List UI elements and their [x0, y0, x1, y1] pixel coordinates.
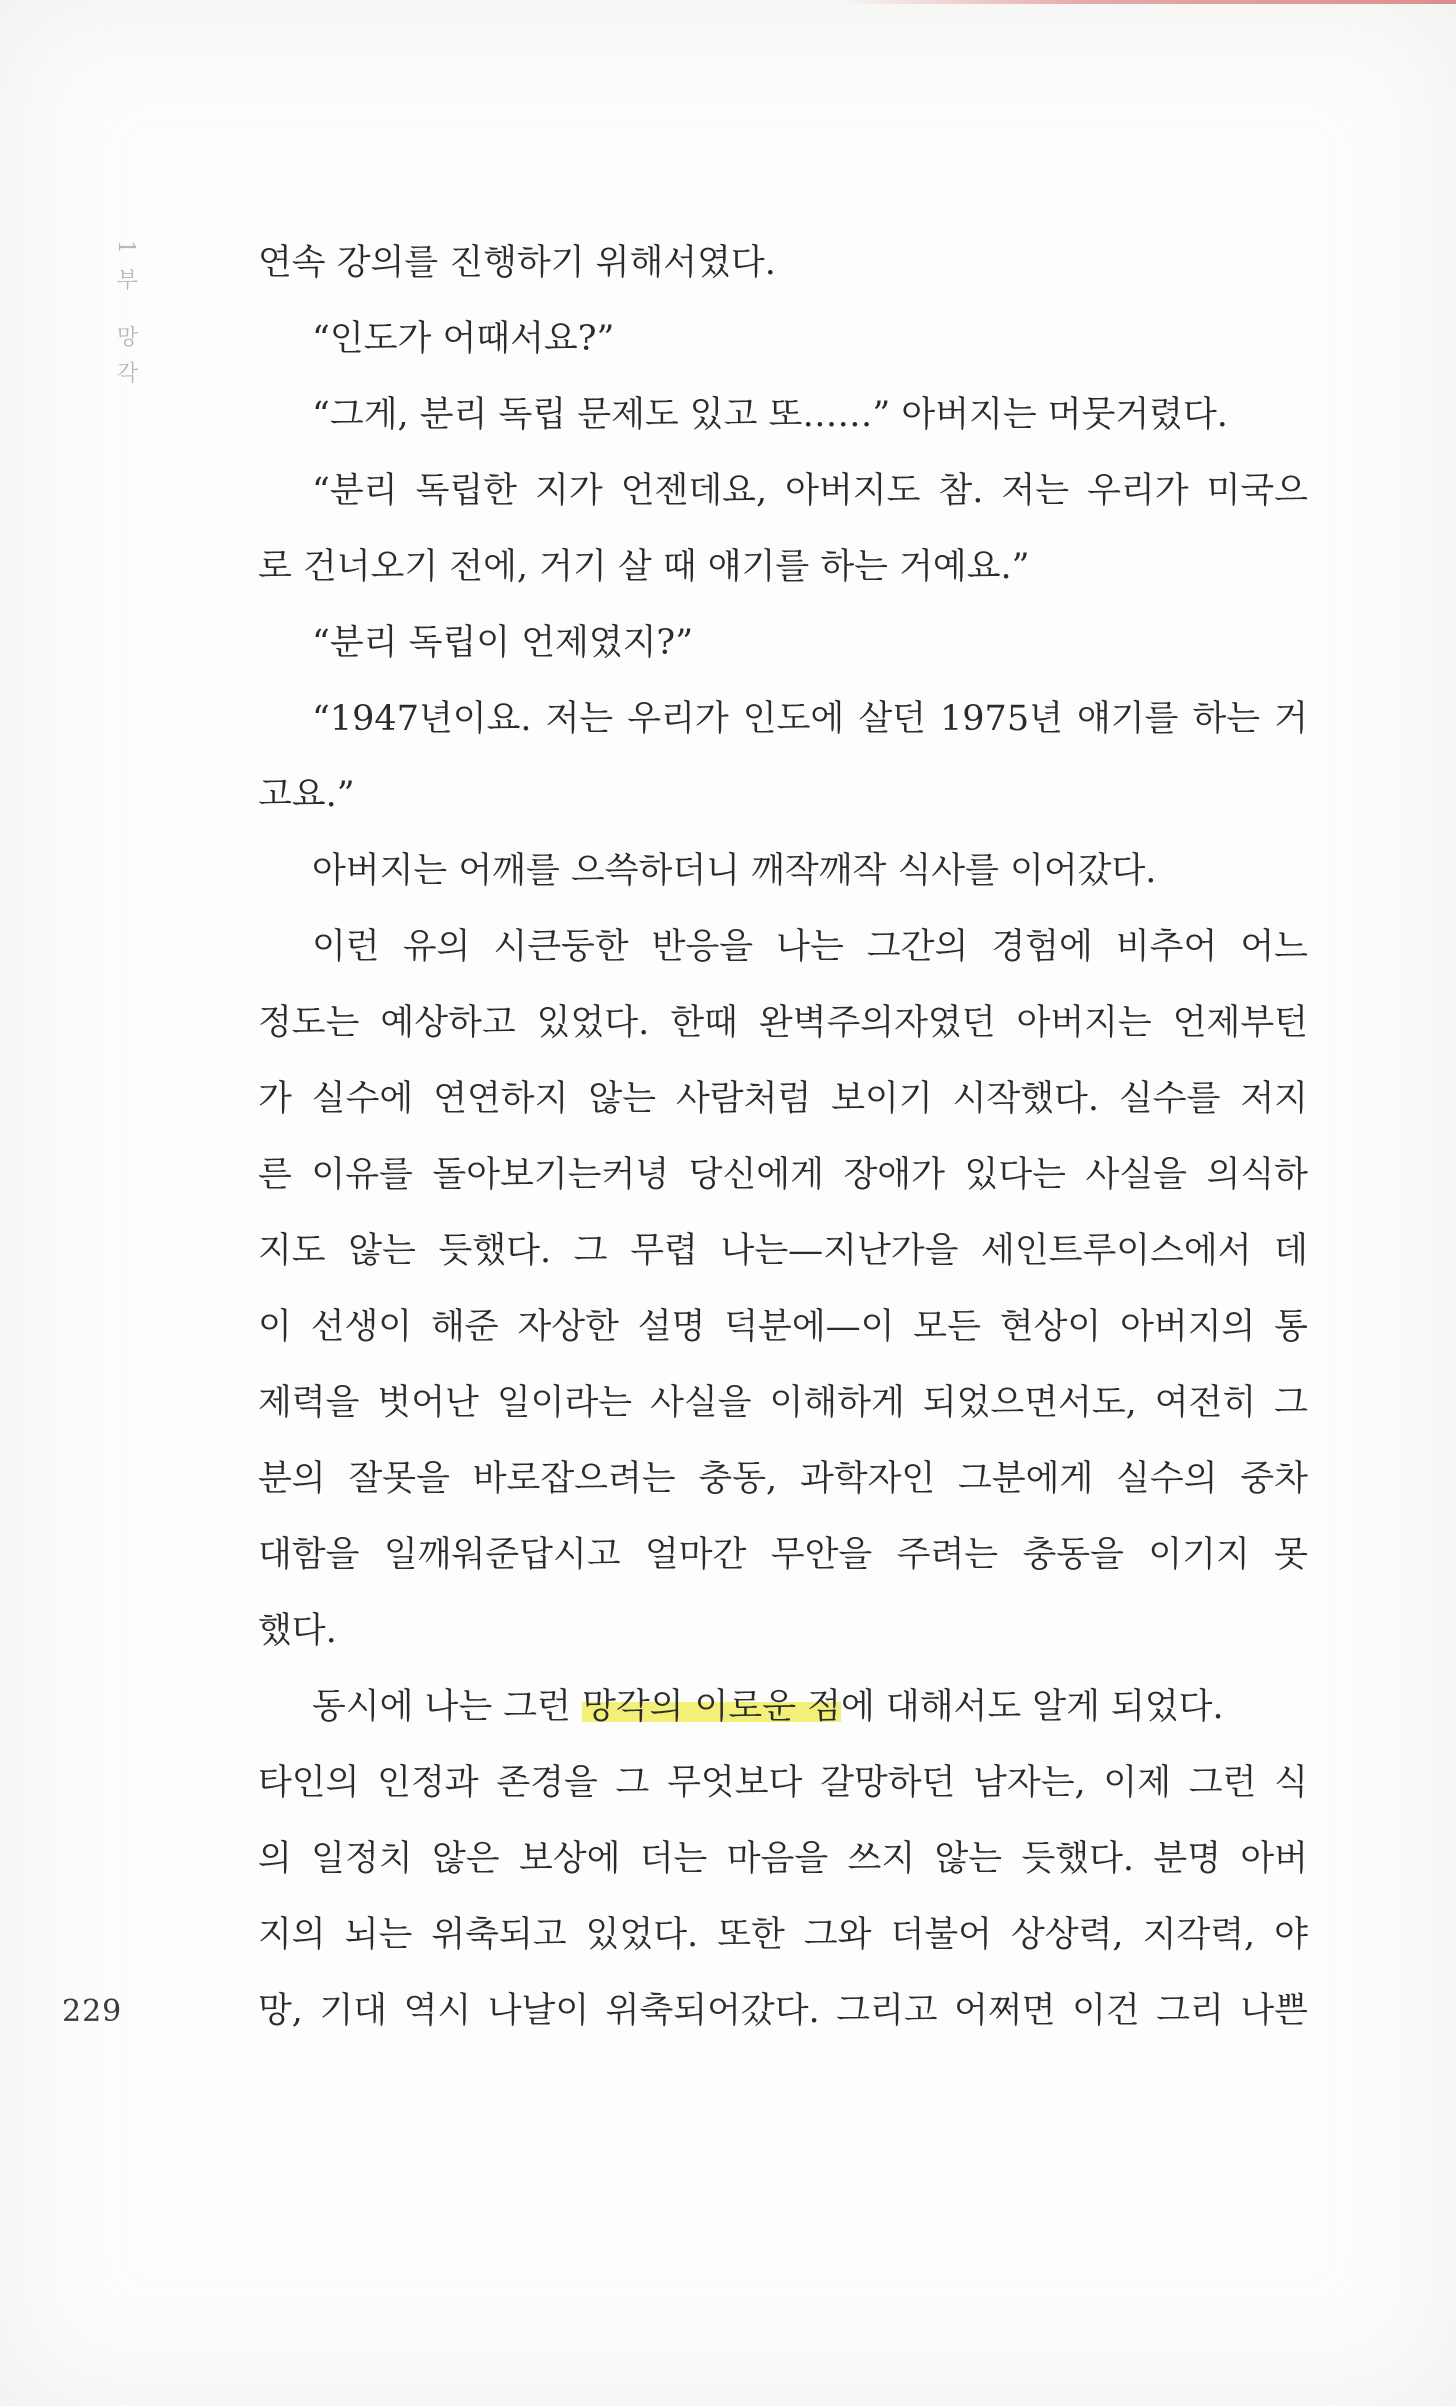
- text-line: “분리 독립이 언제였지?”: [312, 623, 694, 663]
- text-line: “그게, 분리 독립 문제도 있고 또……” 아버지는 머뭇거렸다.: [312, 395, 1228, 435]
- text-segment: 동시에 나는 그런: [312, 1687, 583, 1727]
- text-line: 의 일정치 않은 보상에 더는 마음을 쓰지 않는 듯했다. 분명 아버: [258, 1839, 1308, 1879]
- text-line: 망, 기대 역시 나날이 위축되어갔다. 그리고 어쩌면 이건 그리 나쁜: [258, 1991, 1308, 2031]
- body-text: [258, 225, 1308, 2049]
- text-line: 가 실수에 연연하지 않는 사람처럼 보이기 시작했다. 실수를 저지: [258, 1079, 1308, 1119]
- page-top-edge: [840, 0, 1456, 4]
- text-line: 정도는 예상하고 있었다. 한때 완벽주의자였던 아버지는 언제부턴: [258, 1003, 1308, 1043]
- text-line: 른 이유를 돌아보기는커녕 당신에게 장애가 있다는 사실을 의식하: [258, 1155, 1308, 1195]
- text-line: 아버지는 어깨를 으쓱하더니 깨작깨작 식사를 이어갔다.: [312, 851, 1157, 891]
- text-segment: 에 대해서도 알게 되었다.: [840, 1687, 1224, 1727]
- text-line: 이런 유의 시큰둥한 반응을 나는 그간의 경험에 비추어 어느: [312, 927, 1308, 967]
- text-line: 대함을 일깨워준답시고 얼마간 무안을 주려는 충동을 이기지 못: [258, 1535, 1308, 1575]
- text-line: 타인의 인정과 존경을 그 무엇보다 갈망하던 남자는, 이제 그런 식: [258, 1763, 1308, 1803]
- text-line: 이 선생이 해준 자상한 설명 덕분에—이 모든 현상이 아버지의 통: [258, 1307, 1308, 1347]
- text-line: 연속 강의를 진행하기 위해서였다.: [258, 243, 776, 283]
- text-line-highlighted: [258, 1669, 1308, 1745]
- text-line: “분리 독립한 지가 언젠데요, 아버지도 참. 저는 우리가 미국으: [312, 471, 1308, 511]
- text-line: “인도가 어때서요?”: [312, 319, 615, 359]
- text-line: 로 건너오기 전에, 거기 살 때 얘기를 하는 거예요.”: [258, 547, 1030, 587]
- text-line: 지의 뇌는 위축되고 있었다. 또한 그와 더불어 상상력, 지각력, 야: [258, 1915, 1308, 1955]
- highlighted-phrase: 망각의 이로운 점: [582, 1687, 841, 1727]
- text-line: 했다.: [258, 1611, 337, 1651]
- page-number: 229: [62, 1994, 123, 2029]
- text-line: “1947년이요. 저는 우리가 인도에 살던 1975년 얘기를 하는 거: [312, 699, 1308, 739]
- running-title: 1부 망각: [113, 240, 138, 397]
- text-line: 지도 않는 듯했다. 그 무렵 나는—지난가을 세인트루이스에서 데: [258, 1231, 1308, 1271]
- text-line: 제력을 벗어난 일이라는 사실을 이해하게 되었으면서도, 여전히 그: [258, 1383, 1308, 1423]
- text-line: 고요.”: [258, 775, 355, 815]
- text-line: 분의 잘못을 바로잡으려는 충동, 과학자인 그분에게 실수의 중차: [258, 1459, 1308, 1499]
